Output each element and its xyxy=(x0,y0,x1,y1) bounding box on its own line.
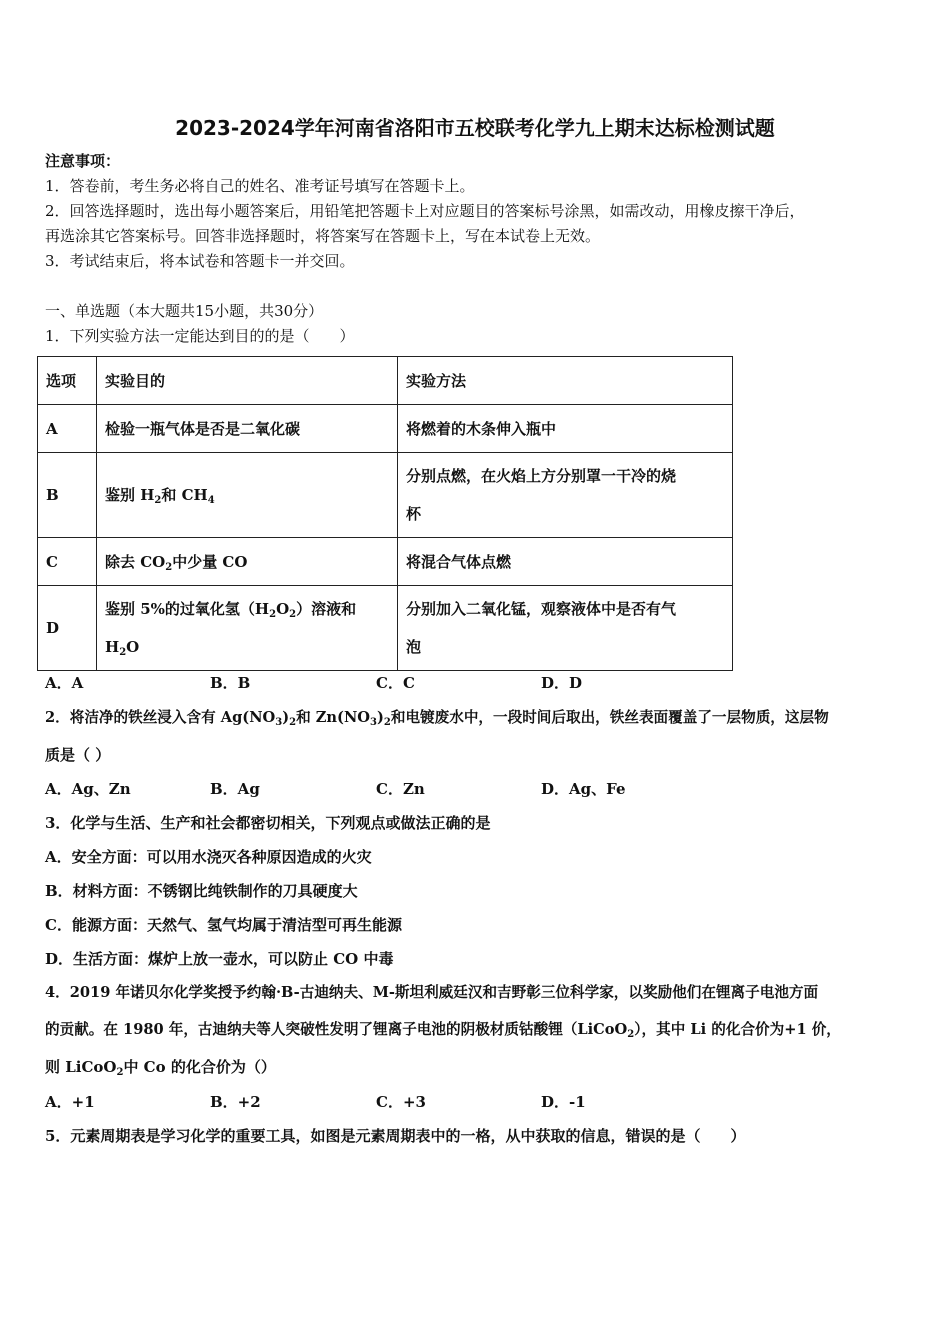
q4-stem-line1: 4．2019 年诺贝尔化学奖授予约翰·B-古迪纳夫、M-斯坦利威廷汉和吉野彰三位科学家，以奖励他们在锂离子电池方面 xyxy=(45,984,819,1001)
table-cell-option: C xyxy=(38,538,97,586)
notice-item: 再选涂其它答案标号。回答非选择题时，将答案写在答题卡上，写在本试卷上无效。 xyxy=(45,227,601,245)
table-cell-purpose: 检验一瓶气体是否是二氧化碳 xyxy=(97,405,398,453)
text-run: ），其中 Li 的化合价为+1 价， xyxy=(634,1021,841,1038)
q4-option-d: D．-1 xyxy=(541,1093,586,1111)
q3-option-c: C．能源方面：天然气、氢气均属于清洁型可再生能源 xyxy=(45,916,402,934)
q1-option-a: A．A xyxy=(45,674,84,692)
table-header-cell: 实验目的 xyxy=(97,357,398,405)
subscript: 2 xyxy=(383,717,391,728)
q1-option-c: C．C xyxy=(376,674,415,692)
q1-option-b: B．B xyxy=(210,674,251,692)
text-run: 中 Co 的化合价为（） xyxy=(123,1058,276,1076)
text-run: 则 LiCoO xyxy=(45,1058,117,1076)
q2-option-a: A．Ag、Zn xyxy=(45,780,131,798)
table-row xyxy=(38,405,733,453)
q2-option-d: D．Ag、Fe xyxy=(541,780,626,798)
q2-option-b: B．Ag xyxy=(210,780,260,798)
subscript: 3 xyxy=(370,717,377,728)
q4-stem-line3 xyxy=(45,1057,276,1077)
notice-item: 2．回答选择题时，选出每小题答案后，用铅笔把答题卡上对应题目的答案标号涂黑，如需改动，用橡皮擦干净后， xyxy=(45,202,805,220)
q4-option-a: A．+1 xyxy=(45,1093,95,1111)
table-cell-option: B xyxy=(38,453,97,538)
q1-stem: 1．下列实验方法一定能达到目的的是（ ） xyxy=(45,327,355,345)
text-line xyxy=(105,590,389,628)
subscript: 2 xyxy=(627,1029,635,1040)
text-run: H xyxy=(105,638,120,656)
table-cell-option: D xyxy=(38,586,97,671)
q2-stem-line2: 质是（ ） xyxy=(45,746,111,764)
table-cell-purpose xyxy=(97,586,398,671)
table-cell-method: 将燃着的木条伸入瓶中 xyxy=(398,405,733,453)
text-run: 和电镀废水中，一段时间后取出，铁丝表面覆盖了一层物质，这层物 xyxy=(390,709,829,726)
table-cell-method xyxy=(398,453,733,538)
table-header-row xyxy=(38,357,733,405)
q5-stem: 5．元素周期表是学习化学的重要工具，如图是元素周期表中的一格，从中获取的信息，错误的是（ ） xyxy=(45,1127,746,1145)
table-header-cell: 实验方法 xyxy=(398,357,733,405)
text-run: ) xyxy=(376,709,384,726)
table-row xyxy=(38,538,733,586)
text-run: 和 CH xyxy=(161,486,208,504)
notice-item: 1．答卷前，考生务必将自己的姓名、准考证号填写在答题卡上。 xyxy=(45,177,475,195)
q1-option-d: D．D xyxy=(541,674,583,692)
notice-item: 3．考试结束后，将本试卷和答题卡一并交回。 xyxy=(45,252,355,270)
text-line: 杯 xyxy=(406,505,422,523)
q3-option-a: A．安全方面：可以用水浇灭各种原因造成的火灾 xyxy=(45,848,372,866)
subscript: 3 xyxy=(275,717,283,728)
subscript: 2 xyxy=(165,561,173,573)
q4-stem-line2 xyxy=(45,1020,841,1040)
subscript: 2 xyxy=(289,609,297,620)
q3-stem: 3．化学与生活、生产和社会都密切相关，下列观点或做法正确的是 xyxy=(45,814,491,832)
q4-option-b: B．+2 xyxy=(210,1093,261,1111)
table-cell-method: 将混合气体点燃 xyxy=(398,538,733,586)
text-run: 和 Zn(NO xyxy=(296,709,371,726)
text-run: 的贡献。在 1980 年，古迪纳夫等人突破性发明了锂离子电池的阴极材质钴酸锂（LiCoO xyxy=(45,1021,628,1038)
subscript: 2 xyxy=(116,1067,124,1078)
table-cell-method xyxy=(398,586,733,671)
text-run: ）溶液和 xyxy=(296,600,357,618)
subscript: 2 xyxy=(119,647,127,658)
text-line: 泡 xyxy=(406,638,422,656)
q1-table xyxy=(37,356,733,671)
notice-heading: 注意事项： xyxy=(45,152,121,170)
table-row xyxy=(38,586,733,671)
q2-option-c: C．Zn xyxy=(376,780,425,798)
text-run: O xyxy=(276,600,290,618)
text-run: 鉴别 H xyxy=(105,486,155,504)
page-title: 2023-2024学年河南省洛阳市五校联考化学九上期末达标检测试题 xyxy=(175,116,775,140)
q3-option-b: B．材料方面：不锈钢比纯铁制作的刀具硬度大 xyxy=(45,882,358,900)
section-heading: 一、单选题（本大题共15小题，共30分） xyxy=(45,302,324,320)
subscript: 2 xyxy=(289,717,297,728)
q3-option-d: D．生活方面：煤炉上放一壶水，可以防止 CO 中毒 xyxy=(45,950,394,968)
q4-option-c: C．+3 xyxy=(376,1093,426,1111)
subscript: 2 xyxy=(154,495,162,506)
table-cell-purpose xyxy=(97,453,398,538)
text-run: 鉴别 5%的过氧化氢（H xyxy=(105,600,270,618)
table-row xyxy=(38,453,733,538)
q2-stem-line1 xyxy=(45,708,829,728)
text-run: O xyxy=(126,638,140,656)
subscript: 4 xyxy=(207,495,215,506)
text-run: 2．将洁净的铁丝浸入含有 Ag(NO xyxy=(45,709,276,726)
text-line: 分别加入二氧化锰，观察液体中是否有气 xyxy=(406,600,677,618)
subscript: 2 xyxy=(269,609,277,620)
text-run: ) xyxy=(282,709,290,726)
table-cell-option: A xyxy=(38,405,97,453)
table-header-cell: 选项 xyxy=(38,357,97,405)
text-line xyxy=(105,628,389,666)
table-cell-purpose xyxy=(97,538,398,586)
text-run: 除去 CO xyxy=(105,552,166,571)
text-line: 分别点燃，在火焰上方分别罩一干冷的烧 xyxy=(406,467,677,485)
text-run: 中少量 CO xyxy=(172,552,248,571)
